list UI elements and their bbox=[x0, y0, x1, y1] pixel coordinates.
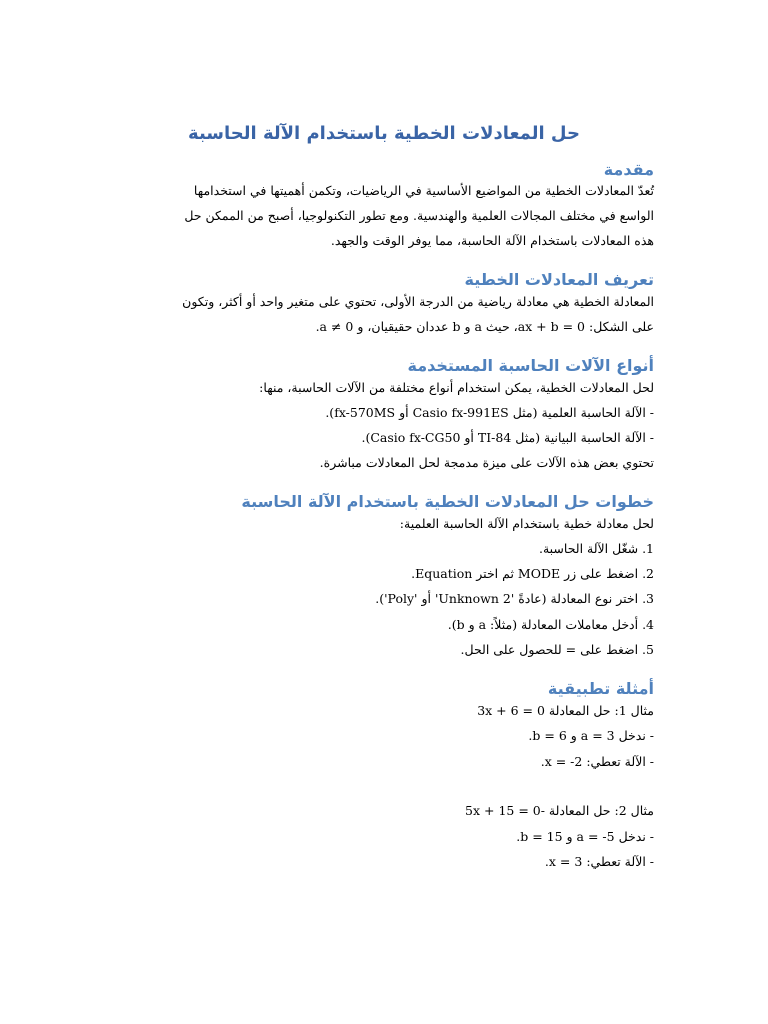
paragraph-line: تحتوي بعض هذه الآلات على ميزة مدمجة لحل المعادلات مباشرة. bbox=[319, 455, 654, 470]
list-item: - ندخل a = -5 و b = 15. bbox=[516, 829, 654, 844]
example-title: مثال 2: حل المعادلة -5x + 15 = 0 bbox=[465, 803, 654, 818]
paragraph-line: لحل معادلة خطية باستخدام الآلة الحاسبة العلمية: bbox=[399, 516, 654, 531]
paragraph-line: المعادلة الخطية هي معادلة رياضية من الدرجة الأولى، تحتوي على متغير واحد أو أكثر، وتكون bbox=[182, 294, 654, 309]
section-heading-steps: خطوات حل المعادلات الخطية باستخدام الآلة الحاسبة bbox=[241, 492, 654, 511]
list-item: 3. اختر نوع المعادلة (عادةً 'Unknown 2' أو 'Poly'). bbox=[375, 591, 654, 606]
list-item: 4. أدخل معاملات المعادلة (مثلاً: a و b). bbox=[447, 617, 654, 632]
list-item: - الآلة الحاسبة العلمية (مثل Casio fx-991ES أو fx-570MS). bbox=[325, 405, 654, 420]
paragraph-line: هذه المعادلات باستخدام الآلة الحاسبة، مما يوفر الوقت والجهد. bbox=[330, 233, 654, 248]
paragraph-line: على الشكل: ax + b = 0، حيث a و b عددان حقيقيان، و a ≠ 0. bbox=[315, 319, 654, 334]
section-heading-types: أنواع الآلات الحاسبة المستخدمة bbox=[407, 356, 654, 375]
list-item: - ندخل a = 3 و b = 6. bbox=[528, 728, 654, 743]
section-heading-definition: تعريف المعادلات الخطية bbox=[464, 270, 654, 289]
list-item: - الآلة الحاسبة البيانية (مثل TI-84 أو Casio fx-CG50). bbox=[361, 430, 654, 445]
paragraph-line: الواسع في مختلف المجالات العلمية والهندسية. ومع تطور التكنولوجيا، أصبح من الممكن حل bbox=[184, 208, 654, 223]
section-heading-intro: مقدمة bbox=[603, 160, 654, 179]
example-title: مثال 1: حل المعادلة 3x + 6 = 0 bbox=[477, 703, 654, 718]
list-item: 2. اضغط على زر MODE ثم اختر Equation. bbox=[411, 566, 654, 581]
paragraph-line: تُعدّ المعادلات الخطية من المواضيع الأساسية في الرياضيات، وتكمن أهميتها في استخدامها bbox=[193, 183, 654, 198]
list-item: 5. اضغط على = للحصول على الحل. bbox=[460, 642, 654, 657]
list-item: - الآلة تعطي: x = -2. bbox=[540, 754, 654, 769]
paragraph-line: لحل المعادلات الخطية، يمكن استخدام أنواع مختلفة من الآلات الحاسبة، منها: bbox=[259, 380, 654, 395]
document-title: حل المعادلات الخطية باستخدام الآلة الحاسبة bbox=[188, 123, 580, 144]
list-item: 1. شغّل الآلة الحاسبة. bbox=[538, 541, 654, 556]
list-item: - الآلة تعطي: x = 3. bbox=[544, 854, 654, 869]
section-heading-examples: أمثلة تطبيقية bbox=[547, 679, 654, 698]
